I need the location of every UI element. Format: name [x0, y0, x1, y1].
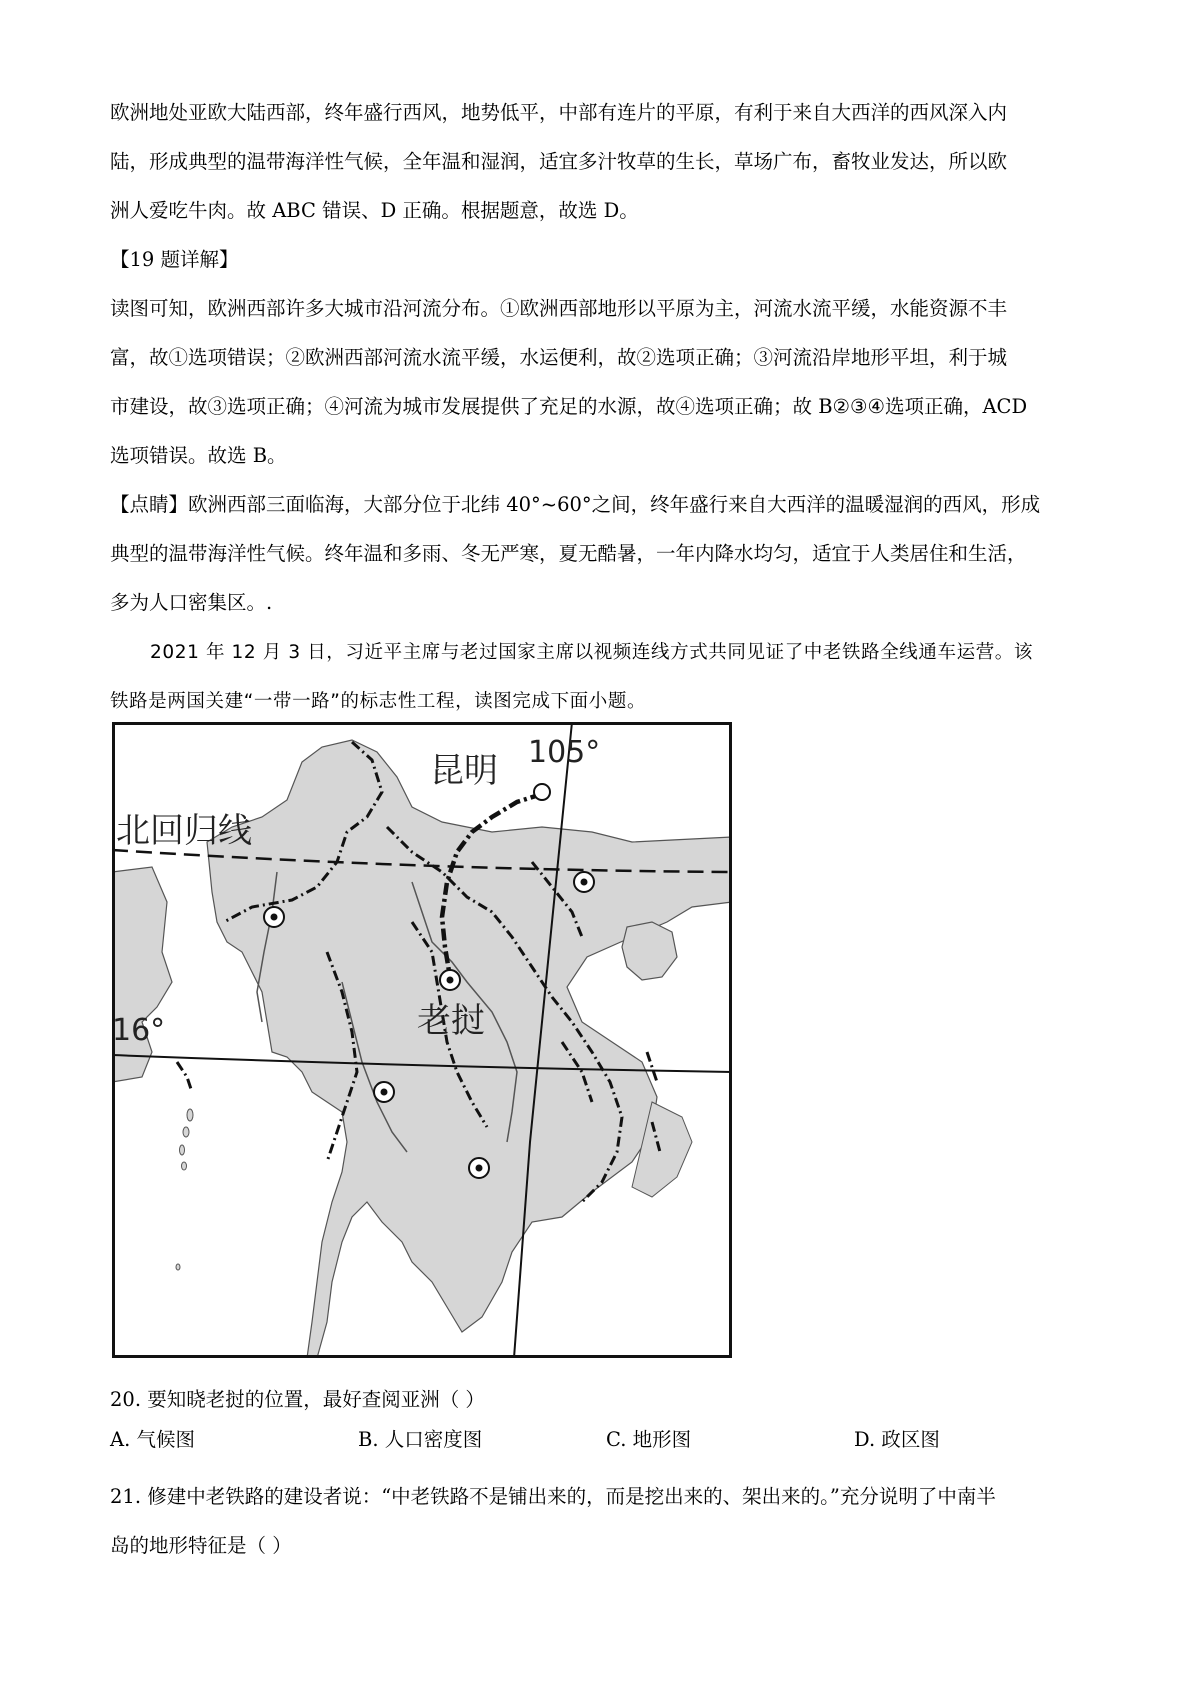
answer-19-section [110, 235, 1100, 480]
question-21 [110, 1472, 1100, 1570]
text-line: 陆，形成典型的温带海洋性气候，全年温和湿润，适宜多汁牧草的生长，草场广布，畜牧业发达，所以欧 [110, 150, 1008, 173]
section-heading: 【19 题详解】 [110, 248, 239, 271]
kunming-city-marker [534, 784, 550, 800]
question-stem: 岛的地形特征是（ ） [110, 1534, 292, 1557]
laos-label: 老挝 [417, 1001, 485, 1041]
map-figure [112, 722, 732, 1358]
text-line: 选项错误。故选 B。 [110, 444, 287, 467]
text-line: 典型的温带海洋性气候。终年温和多雨、冬无严寒，夏无酷暑，一年内降水均匀，适宜于人类居住和生活， [110, 542, 1027, 565]
text-line: 2021 年 12 月 3 日，习近平主席与老过国家主席以视频连线方式共同见证了中老铁路全线通车运营。该 [150, 642, 1033, 663]
option-a[interactable]: A. 气候图 [110, 1428, 195, 1451]
text-line: 洲人爱吃牛肉。故 ABC 错误、D 正确。根据题意，故选 D。 [110, 199, 639, 222]
text-line: 富，故①选项错误；②欧洲西部河流水流平缓，水运便利，故②选项正确；③河流沿岸地形平坦，利于城 [110, 346, 1008, 369]
indochina-map [112, 722, 732, 1358]
longitude-label: 105° [528, 735, 601, 770]
text-line: 多为人口密集区。. [110, 591, 273, 614]
question-stem: 20. 要知晓老挝的位置，最好查阅亚洲（ ） [110, 1388, 485, 1411]
question-stem: 21. 修建中老铁路的建设者说：“中老铁路不是铺出来的，而是挖出来的、架出来的。”充分说明了中南半 [110, 1485, 996, 1508]
option-c[interactable]: C. 地形图 [606, 1428, 692, 1451]
question-20 [110, 1375, 1100, 1424]
option-b[interactable]: B. 人口密度图 [358, 1428, 483, 1451]
kunming-label: 昆明 [430, 751, 498, 791]
text-line: 欧洲地处亚欧大陆西部，终年盛行西风，地势低平，中部有连片的平原，有利于来自大西洋的西风深入内 [110, 101, 1008, 124]
tropic-label: 北回归线 [116, 811, 252, 851]
text-line: 读图可知，欧洲西部许多大城市沿河流分布。①欧洲西部地形以平原为主，河流水流平缓，水能资源不丰 [110, 297, 1008, 320]
text-line: 【点睛】欧洲西部三面临海，大部分位于北纬 40°~60°之间，终年盛行来自大西洋的温暖湿润的西风，形成 [110, 493, 1041, 516]
text-line: 铁路是两国关建“一带一路”的标志性工程，读图完成下面小题。 [110, 691, 647, 712]
text-line: 市建设，故③选项正确；④河流为城市发展提供了充足的水源，故④选项正确；故 B②③④选项正确，ACD [110, 395, 1028, 418]
latitude-label: 16° [112, 1013, 166, 1048]
question-intro [110, 628, 1100, 726]
option-d[interactable]: D. 政区图 [854, 1428, 940, 1451]
answer-18-explanation [110, 88, 1100, 235]
comment-section [110, 480, 1100, 627]
